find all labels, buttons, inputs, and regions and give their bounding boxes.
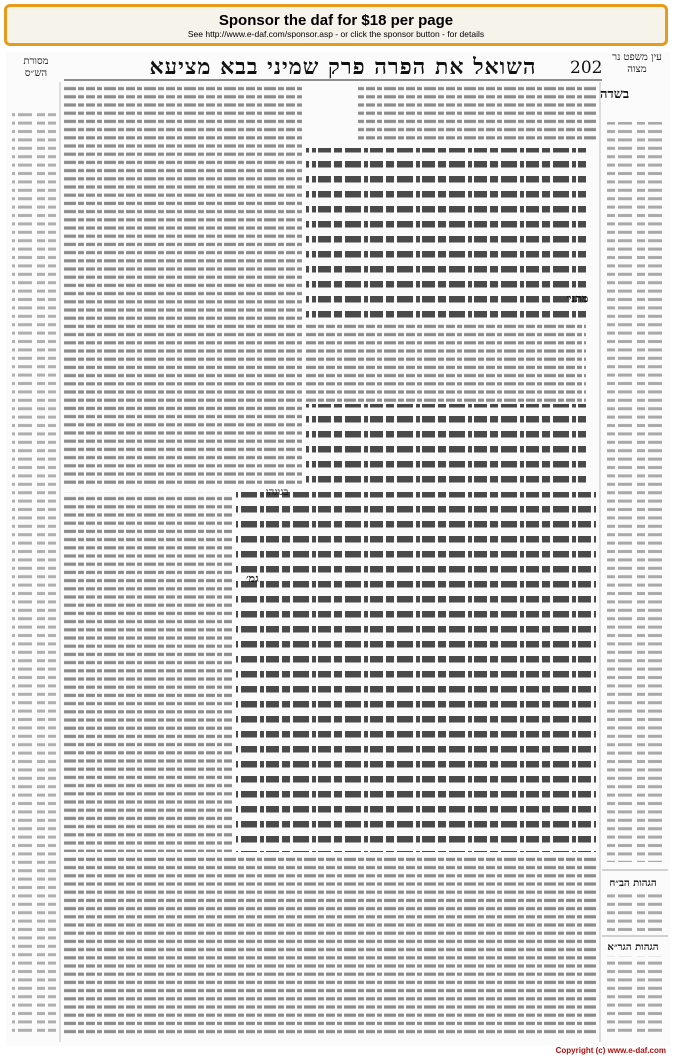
page-number: 202 xyxy=(570,58,603,78)
sponsor-banner-subtitle[interactable]: See http://www.e-daf.com/sponsor.asp - or click the sponsor button - for details xyxy=(187,29,485,39)
talmud-text-layout xyxy=(6,52,670,1046)
gemara-marker: גמ׳ xyxy=(246,572,259,585)
section-end-marker: בגוגהו xyxy=(266,487,289,498)
mishna-marker: מתני׳ xyxy=(566,292,589,305)
copyright-notice[interactable]: Copyright (c) www.e-daf.com xyxy=(555,1046,666,1055)
masoret-hashas-heading: מסורת הש״ס xyxy=(23,56,49,79)
hagahot-bach-heading: הגהות הב״ח xyxy=(609,878,657,889)
sponsor-banner[interactable] xyxy=(4,4,668,46)
ein-mishpat-heading: עין משפט נר מצוה xyxy=(612,52,662,75)
hagahot-gra-heading: הגהות הגר״א xyxy=(607,942,659,953)
page-header-title: השואל את הפרה פרק שמיני בבא מציעא xyxy=(149,54,537,80)
talmud-page-scan xyxy=(6,52,670,1046)
sponsor-banner-title[interactable]: Sponsor the daf for $18 per page xyxy=(218,12,454,29)
opening-word: בשדה xyxy=(600,87,630,102)
